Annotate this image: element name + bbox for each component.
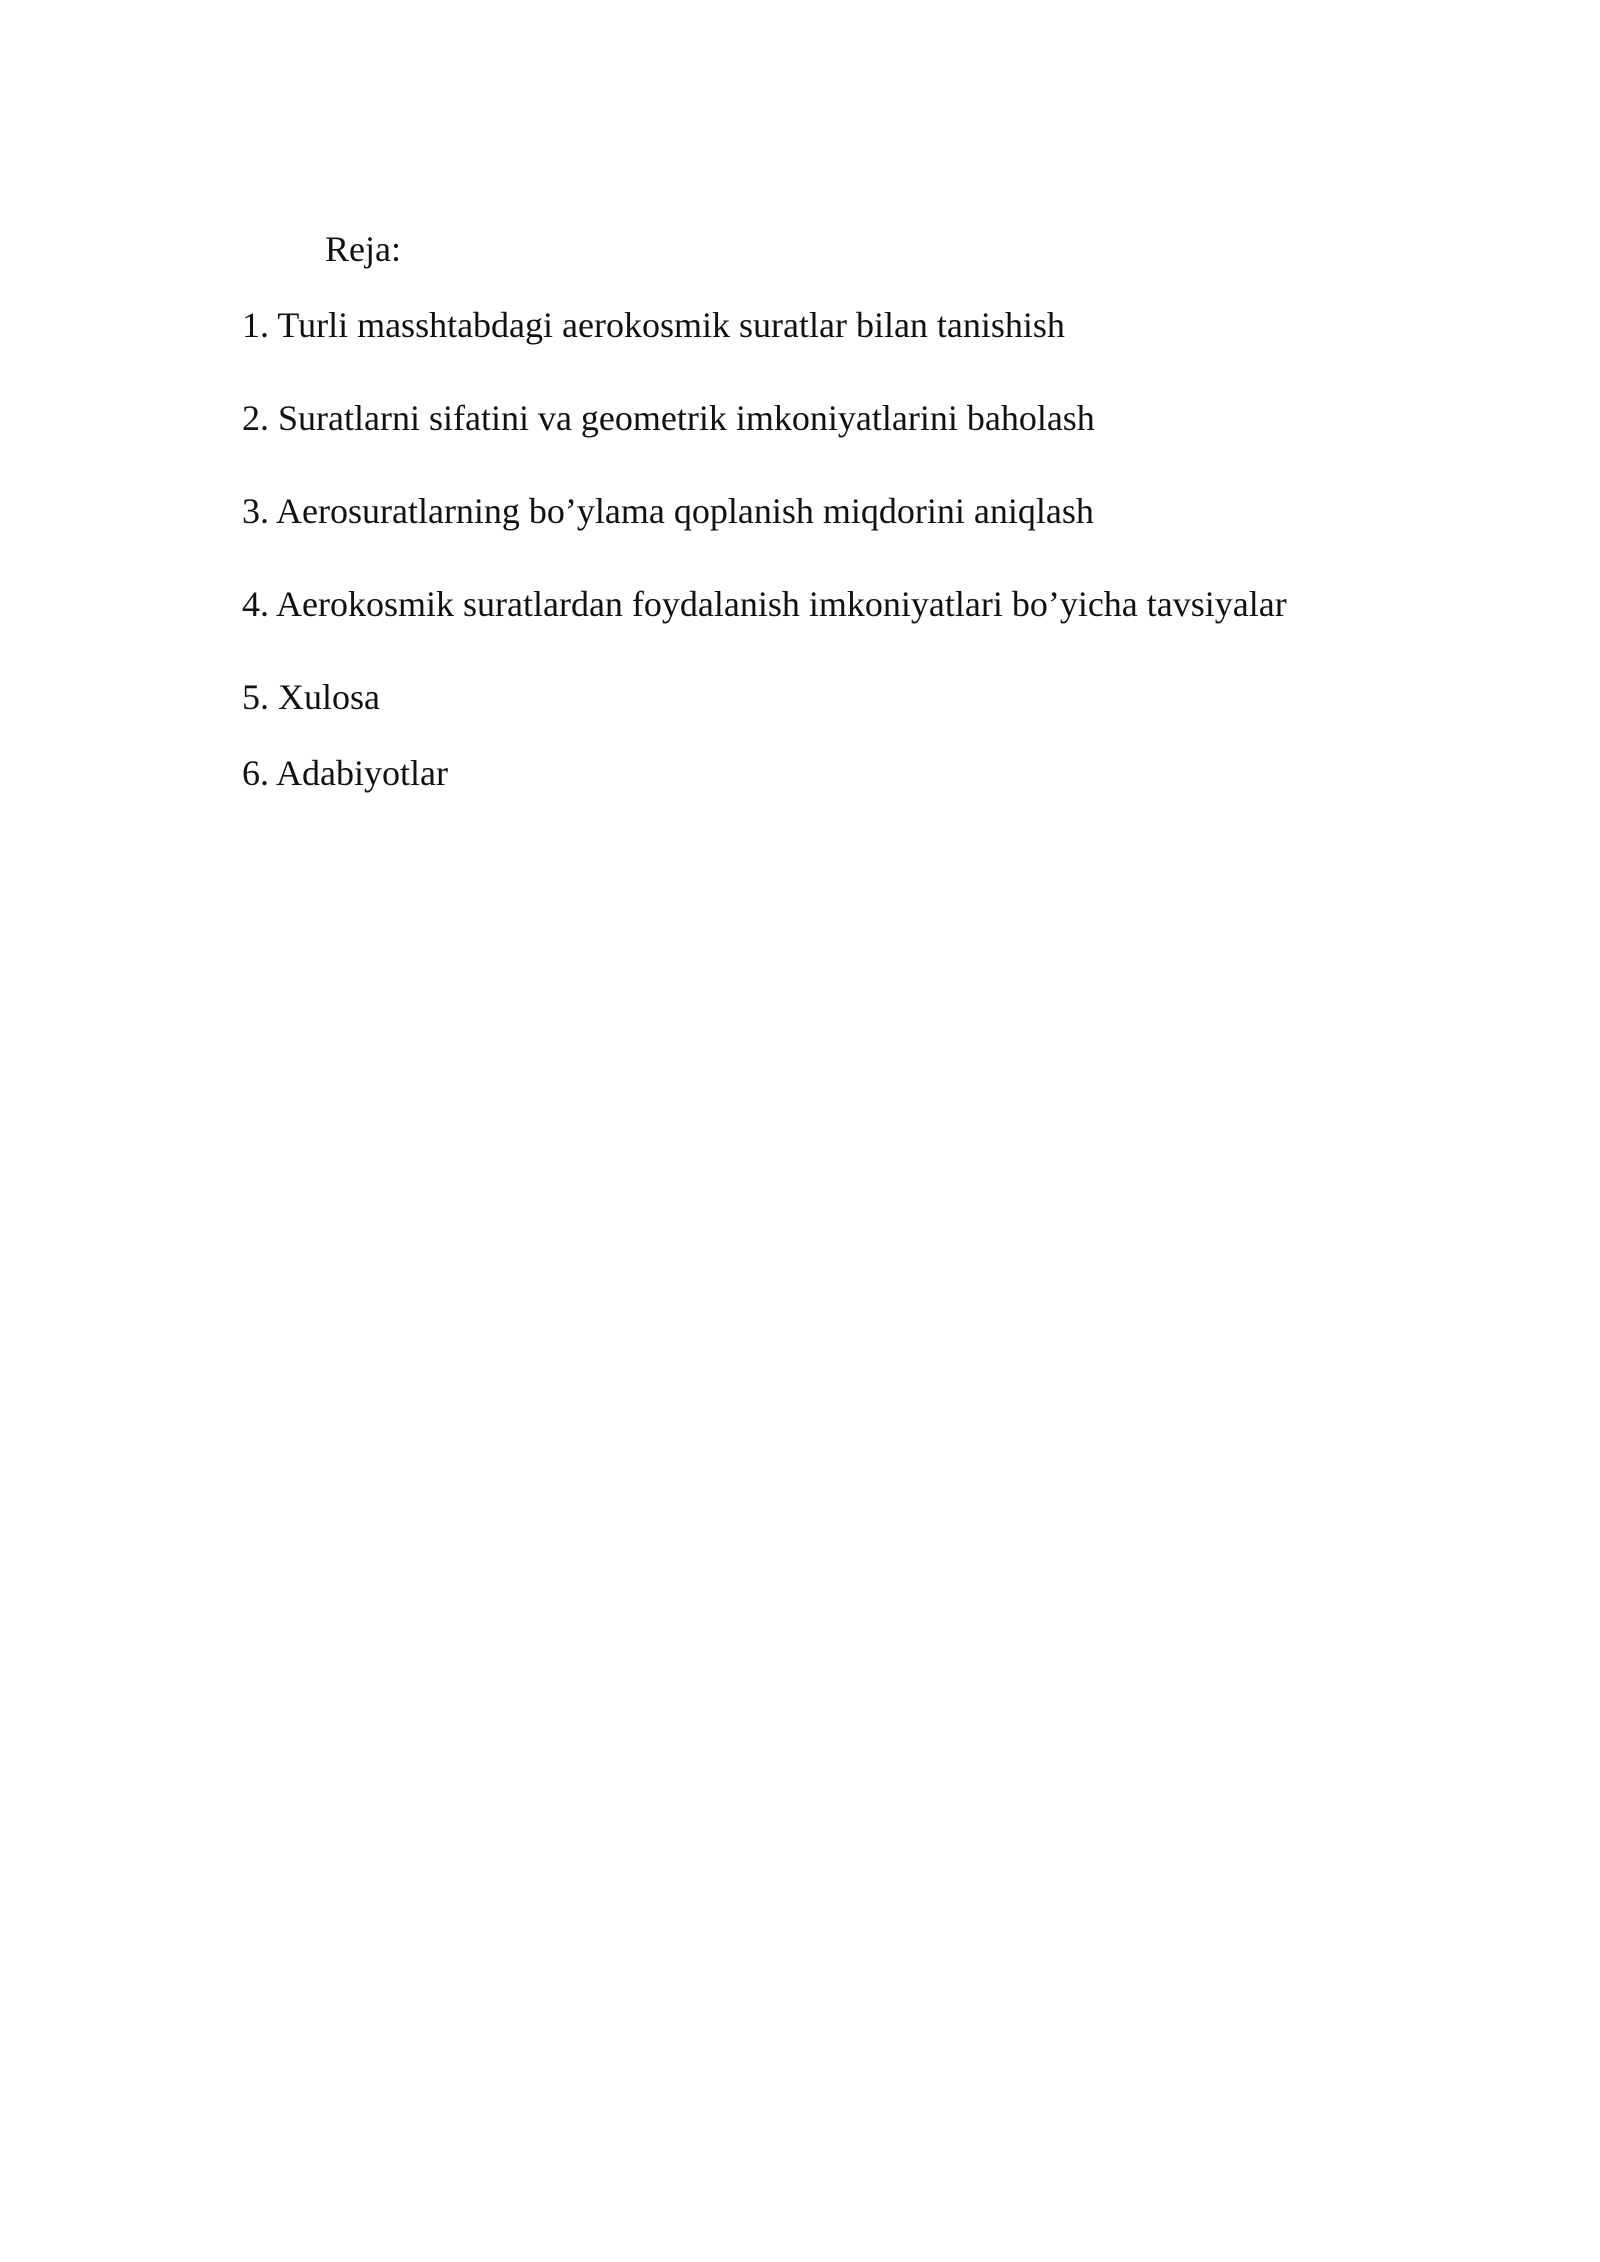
plan-item-number: 2.: [242, 398, 269, 438]
plan-item-text: Aerokosmik suratlardan foydalanish imkoniyatlari bo’yicha tavsiyalar: [276, 584, 1287, 624]
plan-item-number: 5.: [242, 677, 269, 717]
plan-item-text: Suratlarni sifatini va geometrik imkoniyatlarini baholash: [278, 398, 1095, 438]
plan-item-2: [242, 395, 1095, 441]
plan-item-1: [242, 302, 1065, 348]
plan-heading: Reja:: [325, 229, 401, 269]
plan-item-text: Aerosuratlarning bo’ylama qoplanish miqdorini aniqlash: [276, 491, 1094, 531]
plan-item-5: [242, 674, 380, 720]
plan-item-text: Adabiyotlar: [276, 753, 448, 793]
plan-item-3: [242, 488, 1094, 534]
plan-item-number: 1.: [242, 305, 269, 345]
plan-item-4: [242, 581, 1287, 627]
plan-item-6: [242, 750, 448, 796]
plan-item-text: Turli masshtabdagi aerokosmik suratlar bilan tanishish: [277, 305, 1065, 345]
plan-item-number: 3.: [242, 491, 269, 531]
plan-item-number: 4.: [242, 584, 269, 624]
plan-item-text: Xulosa: [278, 677, 380, 717]
plan-item-number: 6.: [242, 753, 269, 793]
